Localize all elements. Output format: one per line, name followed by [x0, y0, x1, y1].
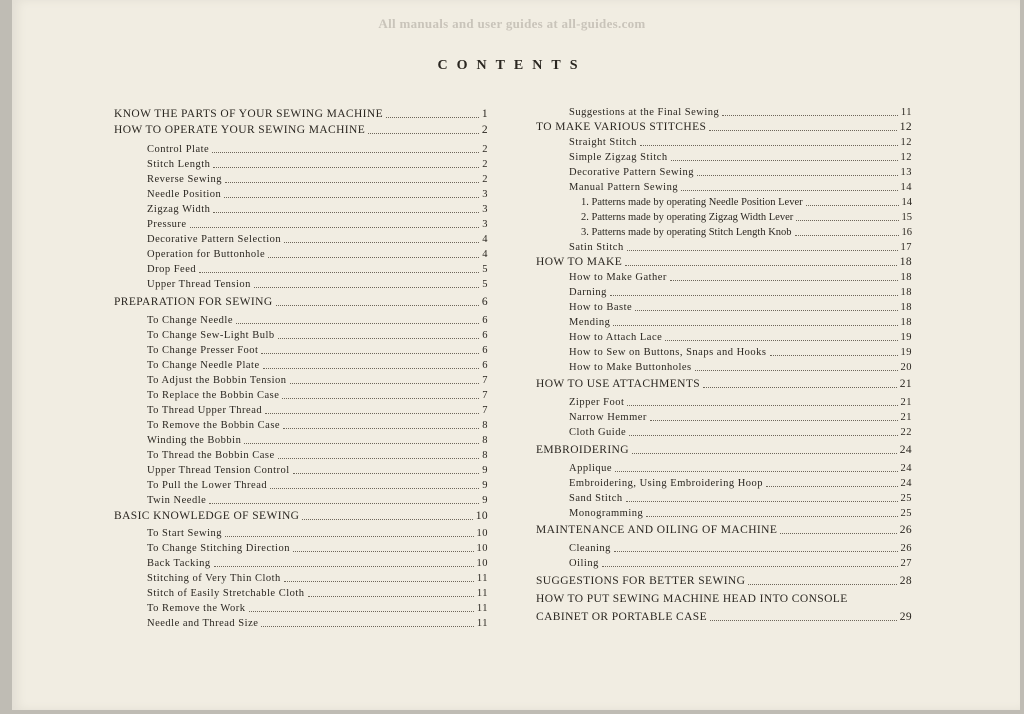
dot-leader	[278, 449, 480, 459]
dot-leader	[613, 316, 897, 326]
dot-leader	[244, 434, 479, 444]
dot-leader	[610, 286, 898, 296]
toc-entry-label: TO MAKE VARIOUS STITCHES	[536, 121, 707, 133]
toc-entry	[536, 301, 912, 314]
toc-entry-label: To Pull the Lower Thread	[147, 480, 268, 491]
dot-leader	[282, 389, 479, 399]
toc-page-number: 21	[900, 412, 912, 423]
dot-leader	[236, 314, 479, 324]
dot-leader	[224, 188, 479, 198]
toc-entry	[536, 226, 912, 239]
toc-entry	[536, 557, 912, 570]
toc-page-number: 24	[900, 478, 912, 489]
toc-entry-label: Monogramming	[569, 508, 644, 519]
toc-entry-label: KNOW THE PARTS OF YOUR SEWING MACHINE	[114, 108, 384, 120]
dot-leader	[278, 329, 480, 339]
toc-page-number: 27	[900, 558, 912, 569]
toc-page-number: 25	[900, 493, 912, 504]
toc-entry-label: Upper Thread Tension	[147, 279, 251, 290]
toc-entry-label: Zigzag Width	[147, 204, 211, 215]
toc-entry	[114, 248, 488, 261]
toc-page-number: 10	[475, 510, 488, 522]
toc-entry-label: BASIC KNOWLEDGE OF SEWING	[114, 510, 300, 522]
toc-entry	[536, 331, 912, 344]
toc-page-number: 2	[482, 159, 488, 170]
dot-leader	[268, 248, 479, 258]
toc-entry-label: Cleaning	[569, 543, 611, 554]
toc-entry-label: Decorative Pattern Sewing	[569, 167, 695, 178]
dot-leader	[626, 492, 898, 502]
toc-entry	[536, 211, 912, 224]
toc-entry	[114, 404, 488, 417]
toc-entry-label: To Thread Upper Thread	[147, 405, 263, 416]
toc-entry-label: How to Make Buttonholes	[569, 362, 692, 373]
toc-entry	[114, 374, 488, 387]
toc-page-number: 2	[482, 144, 488, 155]
toc-entry-label: MAINTENANCE AND OILING OF MACHINE	[536, 524, 778, 536]
toc-entry-label: Stitch of Easily Stretchable Cloth	[147, 588, 305, 599]
toc-page-number: 18	[899, 256, 912, 268]
toc-entry-label: Suggestions at the Final Sewing	[569, 107, 720, 118]
dot-leader	[640, 136, 898, 146]
toc-entry	[536, 106, 912, 119]
toc-section-entry	[536, 444, 912, 457]
toc-entry	[536, 492, 912, 505]
toc-entry	[114, 389, 488, 402]
toc-entry	[114, 329, 488, 342]
toc-entry-label: Oiling	[569, 558, 599, 569]
dot-leader	[213, 203, 479, 213]
toc-entry-label: Manual Pattern Sewing	[569, 182, 679, 193]
dot-leader	[748, 575, 896, 585]
dot-leader	[254, 278, 479, 288]
toc-entry-label: Needle Position	[147, 189, 222, 200]
dot-leader	[646, 507, 897, 517]
toc-page-number: 9	[482, 495, 488, 506]
toc-entry	[536, 271, 912, 284]
dot-leader	[695, 361, 898, 371]
toc-entry-label: Winding the Bobbin	[147, 435, 242, 446]
page-title: CONTENTS	[437, 58, 587, 73]
dot-leader	[602, 557, 898, 567]
dot-leader	[284, 572, 474, 582]
toc-page-number: 14	[900, 182, 912, 193]
toc-entry	[114, 464, 488, 477]
toc-page-number: 10	[476, 558, 488, 569]
toc-section-entry	[114, 296, 488, 309]
toc-page-number: 11	[900, 107, 912, 118]
toc-page-number: 6	[482, 360, 488, 371]
toc-page-number: 24	[900, 463, 912, 474]
toc-entry-label: HOW TO MAKE	[536, 256, 623, 268]
toc-entry-label: To Replace the Bobbin Case	[147, 390, 280, 401]
toc-page-number: 24	[899, 444, 912, 456]
dot-leader	[627, 241, 898, 251]
toc-entry	[536, 507, 912, 520]
toc-entry	[536, 151, 912, 164]
toc-entry	[114, 602, 488, 615]
dot-leader	[670, 271, 898, 281]
toc-entry-label: Stitching of Very Thin Cloth	[147, 573, 281, 584]
dot-leader	[225, 173, 479, 183]
toc-entry	[114, 587, 488, 600]
toc-entry-label: Upper Thread Tension Control	[147, 465, 290, 476]
toc-entry-label: Embroidering, Using Embroidering Hoop	[569, 478, 764, 489]
dot-leader	[265, 404, 479, 414]
toc-entry	[114, 278, 488, 291]
dot-leader	[780, 524, 896, 534]
dot-leader	[261, 617, 473, 627]
toc-entry	[114, 188, 488, 201]
toc-entry-label: Cloth Guide	[569, 427, 627, 438]
toc-entry-label: Twin Needle	[147, 495, 207, 506]
toc-entry-label: Satin Stitch	[569, 242, 624, 253]
dot-leader	[671, 151, 898, 161]
dot-leader	[650, 411, 898, 421]
toc-section-entry	[536, 121, 912, 134]
dot-leader	[290, 374, 480, 384]
toc-page-number: 4	[482, 249, 488, 260]
toc-section-entry	[536, 611, 912, 624]
toc-entry	[536, 361, 912, 374]
toc-page-number: 2	[482, 174, 488, 185]
toc-entry-label: Pressure	[147, 219, 187, 230]
toc-entry	[536, 542, 912, 555]
toc-section-entry	[114, 510, 488, 523]
toc-page-number: 12	[900, 152, 912, 163]
toc-entry-label: HOW TO PUT SEWING MACHINE HEAD INTO CONSOLE	[536, 593, 848, 605]
dot-leader	[214, 557, 474, 567]
toc-page-number: 17	[900, 242, 912, 253]
dot-leader	[632, 444, 897, 454]
dot-leader	[806, 196, 899, 206]
toc-page-number: 8	[482, 450, 488, 461]
toc-entry-label: How to Attach Lace	[569, 332, 663, 343]
dot-leader	[665, 331, 897, 341]
dot-leader	[722, 106, 898, 116]
dot-leader	[213, 158, 479, 168]
toc-entry	[114, 218, 488, 231]
toc-page-number: 26	[899, 524, 912, 536]
toc-entry-label: To Change Presser Foot	[147, 345, 259, 356]
toc-page-number: 12	[900, 137, 912, 148]
toc-entry-label: Simple Zigzag Stitch	[569, 152, 668, 163]
toc-entry	[114, 263, 488, 276]
toc-section-entry	[114, 124, 488, 137]
toc-entry-label: 1. Patterns made by operating Needle Position Lever	[581, 197, 803, 208]
toc-page-number: 19	[900, 332, 912, 343]
toc-page-number: 7	[482, 405, 488, 416]
toc-entry-label: 2. Patterns made by operating Zigzag Width Lever	[581, 212, 794, 223]
toc-page-number: 5	[482, 279, 488, 290]
toc-page-number: 9	[482, 480, 488, 491]
toc-entry-label: CABINET OR PORTABLE CASE	[536, 611, 708, 623]
toc-page-number: 4	[482, 234, 488, 245]
dot-leader	[681, 181, 897, 191]
toc-entry-label: Zipper Foot	[569, 397, 625, 408]
toc-page-number: 28	[899, 575, 912, 587]
dot-leader	[614, 542, 898, 552]
toc-section-entry	[536, 593, 912, 606]
toc-page-number: 6	[482, 330, 488, 341]
dot-leader	[270, 479, 479, 489]
toc-entry-label: To Thread the Bobbin Case	[147, 450, 275, 461]
dot-leader	[308, 587, 474, 597]
dot-leader	[263, 359, 480, 369]
toc-entry-label: Control Plate	[147, 144, 210, 155]
toc-page-number: 12	[899, 121, 912, 133]
toc-page-number: 10	[476, 528, 488, 539]
toc-entry	[536, 346, 912, 359]
toc-entry-label: Reverse Sewing	[147, 174, 222, 185]
toc-entry	[114, 203, 488, 216]
dot-leader	[209, 494, 479, 504]
toc-entry-label: Narrow Hemmer	[569, 412, 647, 423]
toc-entry-label: To Remove the Work	[147, 603, 246, 614]
dot-leader	[770, 346, 898, 356]
toc-entry	[114, 314, 488, 327]
toc-entry	[536, 477, 912, 490]
toc-entry-label: To Change Stitching Direction	[147, 543, 290, 554]
toc-entry-label: Applique	[569, 463, 613, 474]
dot-leader	[629, 426, 897, 436]
toc-entry-label: 3. Patterns made by operating Stitch Length Knob	[581, 227, 792, 238]
toc-entry	[114, 359, 488, 372]
watermark: All manuals and user guides at all-guides.com	[378, 16, 646, 31]
dot-leader	[283, 419, 479, 429]
toc-page-number: 3	[482, 219, 488, 230]
toc-page-number: 14	[901, 197, 912, 208]
toc-page-number: 1	[481, 108, 488, 120]
toc-page-number: 5	[482, 264, 488, 275]
toc-entry-label: Sand Stitch	[569, 493, 623, 504]
toc-entry	[536, 286, 912, 299]
dot-leader	[261, 344, 479, 354]
toc-page-number: 7	[482, 375, 488, 386]
toc-entry-label: How to Baste	[569, 302, 633, 313]
toc-entry-label: How to Sew on Buttons, Snaps and Hooks	[569, 347, 767, 358]
toc-entry-label: EMBROIDERING	[536, 444, 629, 456]
toc-entry	[114, 527, 488, 540]
toc-entry	[536, 396, 912, 409]
toc-entry-label: Straight Stitch	[569, 137, 637, 148]
dot-leader	[766, 477, 897, 487]
toc-entry	[114, 344, 488, 357]
toc-entry-label: Decorative Pattern Selection	[147, 234, 282, 245]
toc-page-number: 10	[476, 543, 488, 554]
dot-leader	[368, 124, 479, 134]
dot-leader	[302, 510, 472, 520]
toc-entry	[114, 494, 488, 507]
toc-entry	[114, 572, 488, 585]
dot-leader	[795, 226, 899, 236]
toc-entry-label: Needle and Thread Size	[147, 618, 259, 629]
toc-entry-label: How to Make Gather	[569, 272, 667, 283]
dot-leader	[615, 462, 897, 472]
dot-leader	[697, 166, 897, 176]
toc-page-number: 19	[900, 347, 912, 358]
toc-entry-label: Drop Feed	[147, 264, 197, 275]
toc-page-number: 3	[482, 189, 488, 200]
toc-page-number: 26	[900, 543, 912, 554]
toc-page-number: 8	[482, 435, 488, 446]
dot-leader	[225, 527, 473, 537]
toc-page-number: 2	[481, 124, 488, 136]
toc-page-number: 15	[901, 212, 912, 223]
dot-leader	[703, 378, 897, 388]
toc-entry	[114, 617, 488, 630]
toc-page-number: 21	[900, 397, 912, 408]
toc-page-number: 11	[476, 588, 488, 599]
toc-page-number: 11	[476, 573, 488, 584]
toc-page-number: 6	[482, 345, 488, 356]
toc-entry	[536, 316, 912, 329]
toc-entry-label: PREPARATION FOR SEWING	[114, 296, 273, 308]
toc-section-entry	[536, 378, 912, 391]
toc-entry-label: To Remove the Bobbin Case	[147, 420, 281, 431]
toc-entry	[536, 196, 912, 209]
dot-leader	[710, 611, 897, 621]
toc-page-number: 6	[482, 315, 488, 326]
toc-page-number: 21	[899, 378, 912, 390]
toc-entry	[536, 136, 912, 149]
dot-leader	[635, 301, 897, 311]
toc-entry	[536, 426, 912, 439]
toc-page-number: 6	[481, 296, 488, 308]
toc-entry	[114, 557, 488, 570]
toc-page-number: 18	[900, 317, 912, 328]
toc-entry-label: Darning	[569, 287, 607, 298]
toc-entry	[536, 241, 912, 254]
toc-entry	[114, 158, 488, 171]
toc-entry	[114, 173, 488, 186]
dot-leader	[249, 602, 474, 612]
toc-entry	[114, 143, 488, 156]
dot-leader	[212, 143, 479, 153]
toc-entry-label: To Adjust the Bobbin Tension	[147, 375, 287, 386]
toc-entry	[114, 233, 488, 246]
toc-entry	[114, 479, 488, 492]
toc-page-number: 18	[900, 287, 912, 298]
toc-entry-label: SUGGESTIONS FOR BETTER SEWING	[536, 575, 746, 587]
toc-entry-label: Operation for Buttonhole	[147, 249, 266, 260]
dot-leader	[625, 256, 897, 266]
toc-page-number: 13	[900, 167, 912, 178]
toc-page-number: 3	[482, 204, 488, 215]
toc-entry-label: To Start Sewing	[147, 528, 223, 539]
toc-entry-label: To Change Needle Plate	[147, 360, 260, 371]
toc-entry	[536, 462, 912, 475]
toc-entry-label: To Change Needle	[147, 315, 233, 326]
dot-leader	[199, 263, 479, 273]
toc-entry	[114, 449, 488, 462]
dot-leader	[276, 296, 479, 306]
toc-entry	[536, 166, 912, 179]
toc-page-number: 11	[476, 603, 488, 614]
toc-entry	[114, 434, 488, 447]
dot-leader	[293, 464, 480, 474]
toc-page-number: 29	[899, 611, 912, 623]
toc-entry	[536, 411, 912, 424]
toc-page-number: 20	[900, 362, 912, 373]
toc-section-entry	[536, 256, 912, 269]
dot-leader	[796, 211, 898, 221]
toc-page-number: 11	[476, 618, 488, 629]
toc-page-number: 16	[901, 227, 912, 238]
dot-leader	[627, 396, 897, 406]
toc-entry-label: Stitch Length	[147, 159, 211, 170]
toc-page-number: 25	[900, 508, 912, 519]
dot-leader	[709, 121, 896, 131]
toc-entry-label: Back Tacking	[147, 558, 211, 569]
dot-leader	[386, 108, 479, 118]
toc-section-entry	[114, 108, 488, 121]
toc-entry	[114, 542, 488, 555]
toc-page-number: 7	[482, 390, 488, 401]
toc-entry	[536, 181, 912, 194]
toc-entry-label: HOW TO USE ATTACHMENTS	[536, 378, 701, 390]
dot-leader	[284, 233, 479, 243]
toc-entry	[114, 419, 488, 432]
toc-page-number: 8	[482, 420, 488, 431]
dot-leader	[190, 218, 480, 228]
toc-page-number: 9	[482, 465, 488, 476]
toc-page-number: 18	[900, 272, 912, 283]
toc-entry-label: Mending	[569, 317, 611, 328]
dot-leader	[293, 542, 474, 552]
toc-section-entry	[536, 575, 912, 588]
toc-page-number: 22	[900, 427, 912, 438]
toc-page-number: 18	[900, 302, 912, 313]
toc-entry-label: HOW TO OPERATE YOUR SEWING MACHINE	[114, 124, 366, 136]
toc-section-entry	[536, 524, 912, 537]
toc-entry-label: To Change Sew-Light Bulb	[147, 330, 275, 341]
